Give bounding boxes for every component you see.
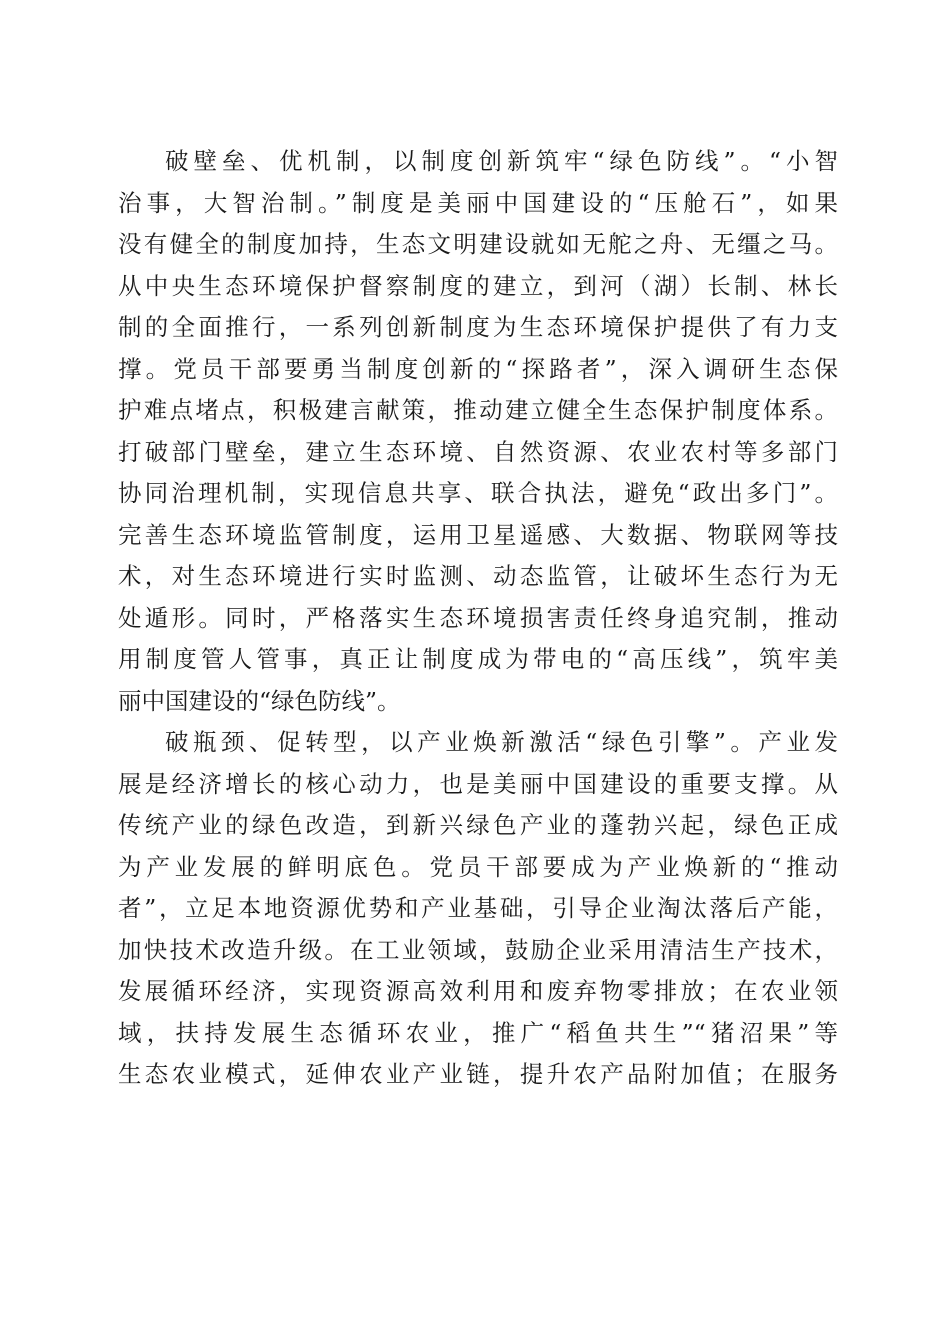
text-line: 用制度管人管事，真正让制度成为带电的“高压线”，筑牢美 [118, 645, 838, 673]
text-line: 完善生态环境监管制度，运用卫星遥感、大数据、物联网等技 [118, 520, 838, 549]
text-line: 治事，大智治制。”制度是美丽中国建设的“压舱石”，如果 [118, 188, 838, 217]
text-line: 破壁垒、优机制，以制度创新筑牢“绿色防线”。“小智 [165, 147, 838, 175]
text-line: 展是经济增长的核心动力，也是美丽中国建设的重要支撑。从 [118, 769, 838, 798]
text-line: 发展循环经济，实现资源高效利用和废弃物零排放；在农业领 [118, 977, 838, 1005]
text-line: 从中央生态环境保护督察制度的建立，到河（湖）长制、林长 [118, 271, 838, 300]
text-line: 传统产业的绿色改造，到新兴绿色产业的蓬勃兴起，绿色正成 [118, 811, 838, 839]
paragraph-institutional-innovation [118, 141, 838, 722]
text-line: 术，对生态环境进行实时监测、动态监管，让破坏生态行为无 [118, 562, 838, 590]
text-line: 处遁形。同时，严格落实生态环境损害责任终身追究制，推动 [118, 603, 838, 632]
text-line: 协同治理机制，实现信息共享、联合执法，避免“政出多门”。 [118, 479, 838, 507]
text-line: 撑。党员干部要勇当制度创新的“探路者”，深入调研生态保 [118, 354, 838, 383]
text-line: 域，扶持发展生态循环农业，推广“稻鱼共生”“猪沼果”等 [118, 1018, 838, 1047]
paragraph-industrial-renewal [118, 722, 838, 1096]
text-line: 打破部门壁垒，建立生态环境、自然资源、农业农村等多部门 [118, 437, 838, 466]
text-line: 护难点堵点，积极建言献策，推动建立健全生态保护制度体系。 [118, 396, 838, 424]
text-line: 加快技术改造升级。在工业领域，鼓励企业采用清洁生产技术， [118, 935, 838, 964]
text-line: 者”，立足本地资源优势和产业基础，引导企业淘汰落后产能， [118, 894, 838, 922]
text-line: 没有健全的制度加持，生态文明建设就如无舵之舟、无缰之马。 [118, 230, 838, 258]
text-line: 为产业发展的鲜明底色。党员干部要成为产业焕新的“推动 [118, 852, 838, 881]
text-line: 破瓶颈、促转型，以产业焕新激活“绿色引擎”。产业发 [165, 728, 838, 756]
text-line: 丽中国建设的“绿色防线”。 [118, 686, 401, 715]
text-line: 制的全面推行，一系列创新制度为生态环境保护提供了有力支 [118, 313, 838, 341]
document-body [118, 141, 838, 1096]
text-line: 生态农业模式，延伸农业产业链，提升农产品附加值；在服务 [118, 1060, 838, 1088]
